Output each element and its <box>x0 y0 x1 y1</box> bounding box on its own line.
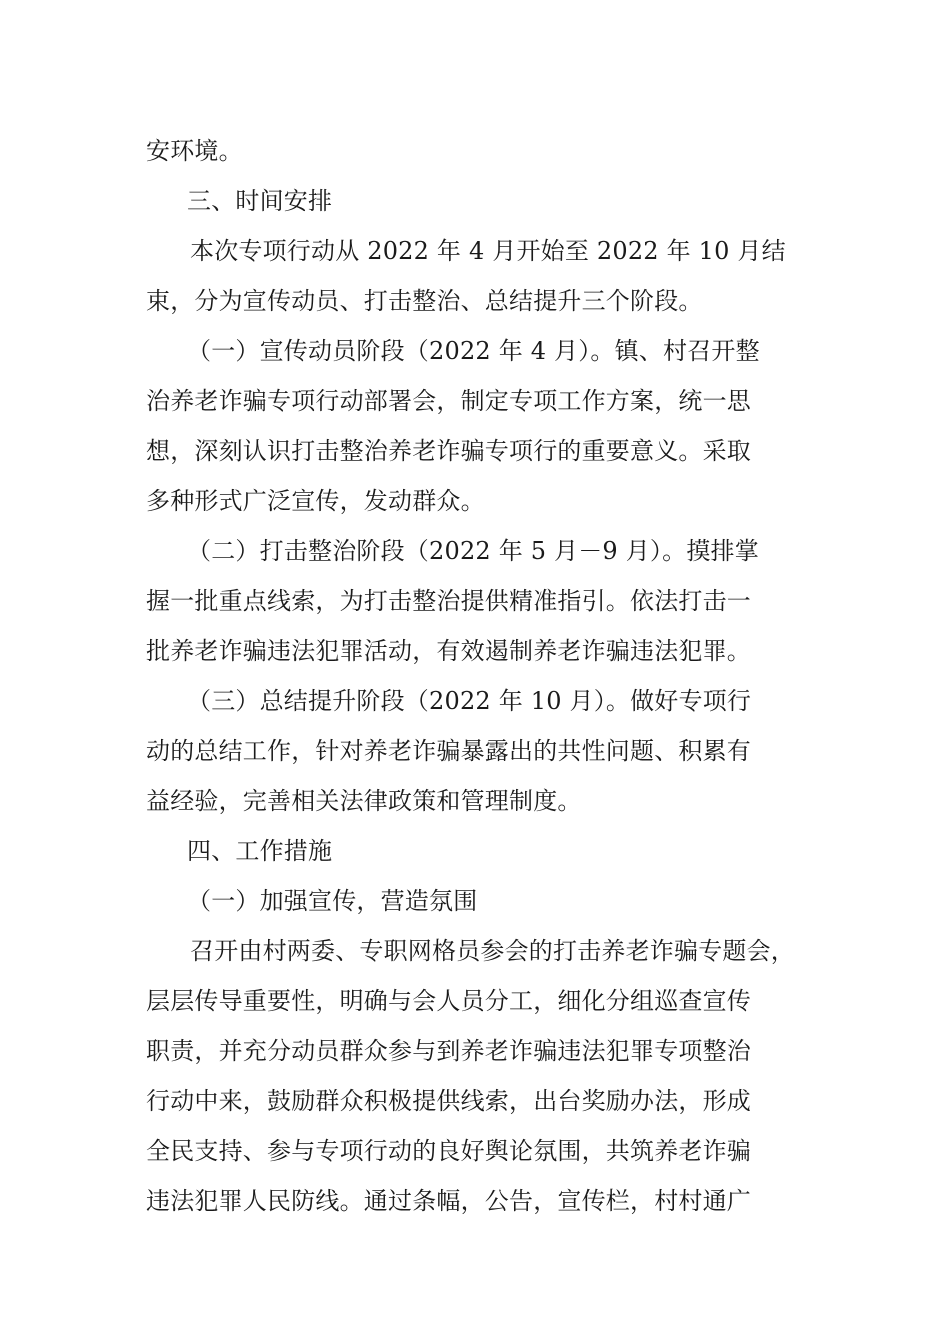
text-line: 层层传导重要性，明确与会人员分工，细化分组巡查宣传 <box>146 987 751 1015</box>
text-line: 想，深刻认识打击整治养老诈骗专项行的重要意义。采取 <box>146 437 751 465</box>
text-line: 批养老诈骗违法犯罪活动，有效遏制养老诈骗违法犯罪。 <box>146 637 751 665</box>
text-line: 本次专项行动从 2022 年 4 月开始至 2022 年 10 月结 <box>190 237 786 265</box>
text-line: （三）总结提升阶段（2022 年 10 月）。做好专项行 <box>187 687 752 715</box>
section-heading: 四、工作措施 <box>187 837 333 865</box>
text-line: 治养老诈骗专项行动部署会，制定专项工作方案，统一思 <box>146 387 751 415</box>
text-line: 职责，并充分动员群众参与到养老诈骗违法犯罪专项整治 <box>146 1037 751 1065</box>
text-line: 束，分为宣传动员、打击整治、总结提升三个阶段。 <box>146 287 703 315</box>
text-line: 动的总结工作，针对养老诈骗暴露出的共性问题、积累有 <box>146 737 751 765</box>
subsection-heading: （一）加强宣传，营造氛围 <box>187 887 478 915</box>
text-line: 全民支持、参与专项行动的良好舆论氛围，共筑养老诈骗 <box>146 1137 751 1165</box>
section-heading: 三、时间安排 <box>187 187 333 215</box>
text-line: （一）宣传动员阶段（2022 年 4 月）。镇、村召开整 <box>187 337 760 365</box>
text-line: 行动中来，鼓励群众积极提供线索，出台奖励办法，形成 <box>146 1087 751 1115</box>
text-line: 安环境。 <box>146 137 243 165</box>
text-line: 握一批重点线索，为打击整治提供精准指引。依法打击一 <box>146 587 751 615</box>
text-line: 多种形式广泛宣传，发动群众。 <box>146 487 485 515</box>
text-line: 违法犯罪人民防线。通过条幅，公告，宣传栏，村村通广 <box>146 1187 751 1215</box>
text-line: （二）打击整治阶段（2022 年 5 月－9 月）。摸排掌 <box>187 537 759 565</box>
text-line: 召开由村两委、专职网格员参会的打击养老诈骗专题会， <box>190 937 795 965</box>
text-line: 益经验，完善相关法律政策和管理制度。 <box>146 787 582 815</box>
